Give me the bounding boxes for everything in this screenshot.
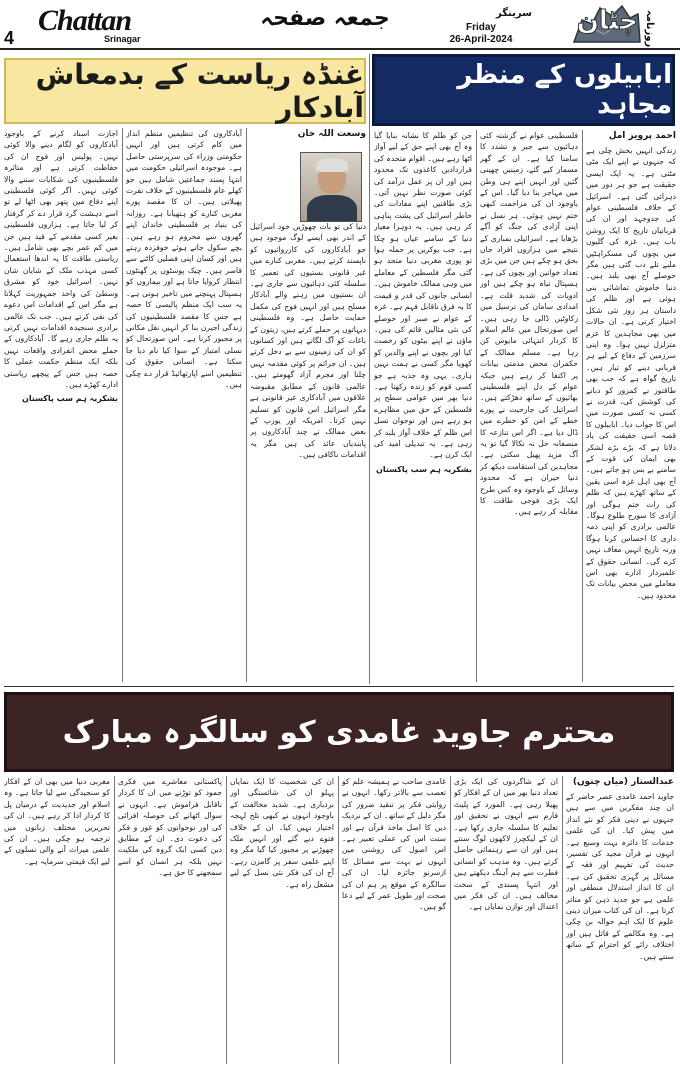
city-label-urdu: سرینگر (496, 8, 532, 19)
column-divider (369, 54, 370, 684)
column-divider (246, 128, 247, 682)
article-ghunda-footer: بشکریہ ہم سب پاکستان (21, 394, 118, 404)
headline-ghunda-text: غنڈہ ریاست کے بدمعاش آبادکار (35, 58, 364, 124)
masthead (0, 0, 680, 50)
headline-ghamidi (4, 692, 674, 772)
article-ghunda-text-3: اجازت اسناد کرنے کے باوجود آبادکاروں کو لگام دینے والا کوئی نہیں۔ پولیس اور فوج ان کی حفاظت کرتی ہے اور متاثرہ فلسطینیوں کی شکایات سننے والا کوئی نہیں۔ اگر کوئی فلسطینی اپنے دفاع میں پتھر بھی اٹھا لے تو اسے دہشت گرد قرار دے کر گرفتار کر لیا جاتا ہے۔ ہزاروں فلسطینی بغیر کسی مقدمے کے قید ہیں جن میں کم عمر بچے بھی شامل ہیں۔ ریاستی طاقت کا یہ اندھا استعمال کسی مہذب ملک کے شایان شان نہیں۔ اسرائیل خود کو مشرق وسطیٰ کی واحد جمہوریت کہلاتا ہے مگر اس کے اقدامات اس دعوے کی نفی کرتے ہیں۔ جب تک عالمی برادری سنجیدہ اقدامات نہیں کرتی یہ ظلم جاری رہے گا۔ آبادکاروں کے حملے محض انفرادی واقعات نہیں بلکہ ایک منظم حکمت عملی کا حصہ ہیں جس کے پیچھے ریاستی ادارے کھڑے ہیں۔ (4, 129, 118, 389)
headline-ghamidi-text: محترم جاوید غامدی کو سالگرہ مبارک (62, 714, 616, 750)
article-ababeel-text-3: جن کو ظلم کا نشانہ بنایا گیا وہ آج بھی اپنے حق کے لیے آواز اٹھا رہے ہیں۔ اقوام متحدہ کی قراردادیں کاغذوں تک محدود ہیں اور ان پر عمل درآمد کی کوئی صورت نظر نہیں آتی۔ بڑی طاقتیں اپنے مفادات کی خاطر اسرائیل کی پشت پناہی کر رہی ہیں۔ یہ دوہرا معیار دنیا کے سامنے عیاں ہو چکا ہے۔ جب یوکرین پر حملہ ہوا تو پوری مغربی دنیا متحد ہو گئی مگر فلسطین کے معاملے میں وہی ممالک خاموش ہیں۔ انسانی جانوں کی قدر و قیمت کا یہ فرق ناقابل فہم ہے۔ غزہ کے عوام نے صبر اور حوصلے کی نئی مثالیں قائم کی ہیں۔ ماؤں نے اپنے بیٹوں کو رخصت کیا اور بچوں نے اپنے والدین کو کھویا مگر کسی نے ہمت نہیں ہاری۔ یہی وہ جذبہ ہے جو کسی قوم کو زندہ رکھتا ہے۔ دنیا بھر میں عوامی سطح پر فلسطین کے حق میں مظاہرے ہو رہے ہیں اور نوجوان نسل اس ظلم کے خلاف آواز بلند کر رہی ہے۔ یہ تبدیلی امید کی ایک کرن ہے۔ (374, 131, 472, 460)
article-ababeel-col-2 (480, 130, 578, 682)
day-label: Friday (465, 22, 496, 33)
column-divider (582, 130, 583, 682)
date-box (446, 22, 516, 46)
article-ghamidi-col-4 (230, 776, 334, 1064)
headline-ababeel (372, 54, 675, 126)
daily-label: روزنامہ (644, 10, 655, 48)
column-divider (114, 776, 115, 1064)
column-divider (122, 128, 123, 682)
article-ghamidi-col-3 (342, 776, 446, 1064)
article-ababeel-text-2: فلسطینی عوام نے گزشتہ کئی دہائیوں سے جبر و تشدد کا سامنا کیا ہے۔ ان کے گھر مسمار کیے گئے، زمینیں چھینی گئیں اور انہیں اپنے ہی وطن میں مہاجر بنا دیا گیا۔ اس کے باوجود ان کی مزاحمت کبھی ختم نہیں ہوئی۔ ہر نسل نے اپنی آزادی کی جنگ کو آگے بڑھایا ہے۔ اسرائیلی بمباری کے نتیجے میں ہزاروں افراد جاں بحق ہو چکے ہیں جن میں بڑی تعداد خواتین اور بچوں کی ہے۔ ہسپتال تباہ ہو چکے ہیں اور ادویات کی شدید قلت ہے۔ امدادی سامان کی ترسیل میں رکاوٹیں ڈالی جا رہی ہیں۔ اس صورتحال میں عالم اسلام کا کردار انتہائی مایوس کن رہا ہے۔ مسلم ممالک کے حکمران محض مذمتی بیانات پر اکتفا کر رہے ہیں جبکہ عوام کے دل اپنے فلسطینی بھائیوں کے ساتھ دھڑکتے ہیں۔ اسرائیل کی جارحیت نے پورے خطے کے امن کو خطرے میں ڈال دیا ہے۔ اگر اس تنازعہ کا منصفانہ حل نہ نکالا گیا تو یہ آگ مزید پھیل سکتی ہے۔ مجاہدین کی استقامت دیکھ کر دنیا حیران ہے کہ محدود وسائل کے باوجود وہ کس طرح ایک بڑی فوجی طاقت کا مقابلہ کر رہے ہیں۔ (480, 131, 578, 517)
city-label: Srinagar (104, 34, 141, 44)
section-title: جمعہ صفحہ (260, 6, 390, 31)
article-ghunda-col-2 (126, 128, 242, 682)
date-label: 26-April-2024 (449, 34, 513, 45)
article-ghamidi-col-6 (4, 776, 110, 1064)
article-ghunda-col-3 (4, 128, 118, 682)
article-ghamidi-text-1: جاوید احمد غامدی عصر حاضر کے ان چند مفکرین میں سے ہیں جنہوں نے دینی فکر کو نئے انداز میں پیش کیا۔ ان کی علمی خدمات کا دائرہ بہت وسیع ہے۔ انہوں نے قرآن مجید کی تفسیر، حدیث کی تفہیم اور فقہ کے مسائل پر گہری تحقیق کی ہے۔ ان کا انداز استدلال منطقی اور علمی ہے جو جدید ذہن کو متاثر کرتا ہے۔ ان کی کتاب میزان دینی علوم کا ایک اہم حوالہ بن چکی ہے۔ وہ مکالمے کے قائل ہیں اور اختلاف رائے کو احترام کے ساتھ سنتے ہیں۔ (566, 792, 674, 961)
article-ghunda-col-1 (250, 128, 366, 682)
article-ababeel-col-3 (374, 130, 472, 682)
brand-logo-text: Chattan (38, 4, 132, 37)
logo-text: چٹان (576, 6, 638, 36)
article-ghamidi-text-2: ان کے شاگردوں کی ایک بڑی تعداد دنیا بھر میں ان کے افکار کو پھیلا رہی ہے۔ المورد کے پلیٹ فارم سے انہوں نے تحقیق اور تعلیم کا سلسلہ جاری رکھا ہے۔ ان کے لیکچرز لاکھوں لوگ سنتے ہیں اور ان سے رہنمائی حاصل کرتے ہیں۔ وہ مذہب کو انسانی فطرت سے ہم آہنگ دیکھتے ہیں اور انتہا پسندی کے سخت مخالف ہیں۔ ان کی فکر میں اعتدال اور توازن نمایاں ہے۔ (454, 777, 558, 912)
headline-ghunda (4, 58, 366, 124)
column-divider (338, 776, 339, 1064)
column-divider (450, 776, 451, 1064)
article-ghamidi-text-5: پاکستانی معاشرے میں فکری جمود کو توڑنے میں ان کا کردار ناقابل فراموش ہے۔ انہوں نے سوال اٹھانے کی حوصلہ افزائی کی اور نوجوانوں کو غور و فکر کی دعوت دی۔ ان کے مطابق دین کسی ایک گروہ کی ملکیت نہیں بلکہ ہر انسان کو اسے سمجھنے کا حق ہے۔ (118, 777, 222, 878)
article-ghamidi-col-1 (566, 776, 674, 1064)
article-ababeel-col-1 (586, 130, 676, 682)
article-ababeel-text-1: زندگی انہیں بخش چلی ہے کہ جنہوں نے اپنے ایک مٹی مٹتی ہے۔ یہ ایک ایسی حقیقت ہے جو ہر دور میں دہرائی گئی ہے۔ اسرائیل کے خلاف فلسطینی عوام کی جدوجہد اور ان کی قربانیاں تاریخ کا ایک روشن باب ہیں۔ غزہ کی گلیوں میں بچوں کی مسکراہٹیں ملبے تلے دب گئی ہیں مگر حوصلے آج بھی بلند ہیں۔ دنیا خاموش تماشائی بنی ہوئی ہے اور ظلم کی داستان ہر روز نئی شکل اختیار کرتی ہے۔ ان حالات میں بھی مجاہدین کا عزم متزلزل نہیں ہوا۔ وہ اپنی سرزمین کے دفاع کے لیے ہر قربانی دینے کو تیار ہیں۔ تاریخ گواہ ہے کہ جب بھی طاقتور نے کمزور کو دبانے کی کوشش کی، قدرت نے کسی نہ کسی صورت میں اس کا جواب دیا۔ ابابیلوں کا قصہ اسی حقیقت کی یاد دلاتا ہے کہ بڑے بڑے لشکر بھی ایمان کی قوت کے سامنے بے بس ہو جاتے ہیں۔ آج بھی اہل غزہ اسی یقین کے ساتھ کھڑے ہیں کہ ظلم کی رات ختم ہوگی اور آزادی کا سورج طلوع ہوگا۔ عالمی برادری کو اپنی ذمہ داری کا احساس کرنا ہوگا ورنہ تاریخ انہیں معاف نہیں کرے گی۔ انسانی حقوق کے علمبردار ادارے بھی اس معاملے میں محض بیانات تک محدود ہیں۔ (586, 146, 676, 600)
article-ghamidi-col-5 (118, 776, 222, 1064)
article-ababeel-footer: بشکریہ ہم سب پاکستان (375, 464, 472, 474)
article-ghamidi-text-3: غامدی صاحب نے ہمیشہ علم کو تعصب سے بالاتر رکھا۔ انہوں نے روایتی فکر پر تنقید ضرور کی مگر دلیل کے ساتھ۔ ان کے نزدیک دین کا اصل ماخذ قرآن ہے اور سنت اس کی عملی تعبیر ہے۔ اس اصول کی روشنی میں انہوں نے بہت سے مسائل کا ازسرنو جائزہ لیا۔ ان کی سالگرہ کے موقع پر ہم ان کی صحت اور طویل عمر کے لیے دعا گو ہیں۔ (342, 777, 446, 912)
page-number: 4 (4, 28, 15, 48)
column-divider (476, 130, 477, 682)
article-ababeel-byline: احمد پرویز امل (608, 131, 676, 141)
column-divider (226, 776, 227, 1064)
column-divider (562, 776, 563, 1064)
article-ghunda-text-1: دنیا کی تو بات چھوڑیں خود اسرائیل کے اندر بھی ایسے لوگ موجود ہیں جو آبادکاروں کی کارروائیوں کو ناپسند کرتے ہیں۔ مغربی کنارے میں غیر قانونی بستیوں کی تعمیر کا سلسلہ کئی دہائیوں سے جاری ہے۔ ان بستیوں میں رہنے والے آبادکار مسلح ہیں اور انہیں فوج کی مکمل حمایت حاصل ہے۔ وہ فلسطینی دیہاتوں پر حملے کرتے ہیں، زیتون کے باغات کو آگ لگاتے ہیں اور کسانوں کو ان کی زمینوں سے بے دخل کرتے ہیں۔ ان جرائم پر کوئی مقدمہ نہیں چلتا اور مجرم آزاد گھومتے ہیں۔ عالمی قانون کے مطابق مقبوضہ علاقوں میں آبادکاری غیر قانونی ہے مگر اسرائیل اس قانون کو تسلیم نہیں کرتا۔ امریکہ اور یورپ کے بعض ممالک نے چند آبادکاروں پر پابندیاں عائد کی ہیں مگر یہ اقدامات ناکافی ہیں۔ (250, 222, 366, 460)
headline-ababeel-text: ابابیلوں کے منظر مجاہد (457, 60, 672, 120)
section-divider (4, 686, 674, 687)
article-ghamidi-col-2 (454, 776, 558, 1064)
article-ghamidi-byline: عبدالستار (میاں چنوں) (572, 777, 674, 787)
article-ghunda-text-2: آبادکاروں کی تنظیمیں منظم انداز میں کام کرتی ہیں اور انہیں حکومتی وزراء کی سرپرستی حاصل ہے۔ موجودہ اسرائیلی حکومت میں انتہا پسند جماعتیں شامل ہیں جو کھلے عام فلسطینیوں کے خلاف نفرت پھیلاتی ہیں۔ ان کا مقصد پورے مغربی کنارے کو ہتھیانا ہے۔ روزانہ کی بنیاد پر فلسطینی خاندان اپنے گھروں سے محروم ہو رہے ہیں۔ بچے سکول جاتے ہوئے خوفزدہ رہتے ہیں اور کسان اپنی فصلیں کاٹنے سے قاصر ہیں۔ چیک پوسٹوں پر گھنٹوں انتظار کروایا جاتا ہے اور بیماروں کو ہسپتال پہنچنے میں تاخیر ہوتی ہے۔ یہ سب ایک منظم پالیسی کا حصہ ہے جس کا مقصد فلسطینیوں کی زندگی اجیرن بنا کر انہیں نقل مکانی پر مجبور کرنا ہے۔ اس صورتحال کو نسلی امتیاز کے سوا کیا نام دیا جا سکتا ہے۔ انسانی حقوق کی تنظیمیں اسے اپارتھائیڈ قرار دے چکی ہیں۔ (126, 129, 242, 389)
article-ghamidi-text-6: مغربی دنیا میں بھی ان کے افکار کو سنجیدگی سے لیا جاتا ہے۔ وہ اسلام اور جدیدیت کے درمیان پل کا کردار ادا کر رہے ہیں۔ ان کی تحریریں مختلف زبانوں میں ترجمہ ہو چکی ہیں۔ ان کی علمی میراث آنے والی نسلوں کے لیے ایک قیمتی سرمایہ ہے۔ (4, 777, 110, 866)
article-ghunda-byline: وسعت اللہ خان (297, 129, 366, 139)
article-ghamidi-text-4: ان کی شخصیت کا ایک نمایاں پہلو ان کی شائستگی اور بردباری ہے۔ شدید مخالفت کے باوجود انہوں نے کبھی تلخ لہجہ اختیار نہیں کیا۔ ان کے خلاف فتوے دیے گئے اور انہیں ملک چھوڑنے پر مجبور کیا گیا مگر وہ اپنے علمی سفر پر گامزن رہے۔ آج ان کی فکر نئی نسل کے لیے مشعل راہ ہے۔ (230, 777, 334, 889)
